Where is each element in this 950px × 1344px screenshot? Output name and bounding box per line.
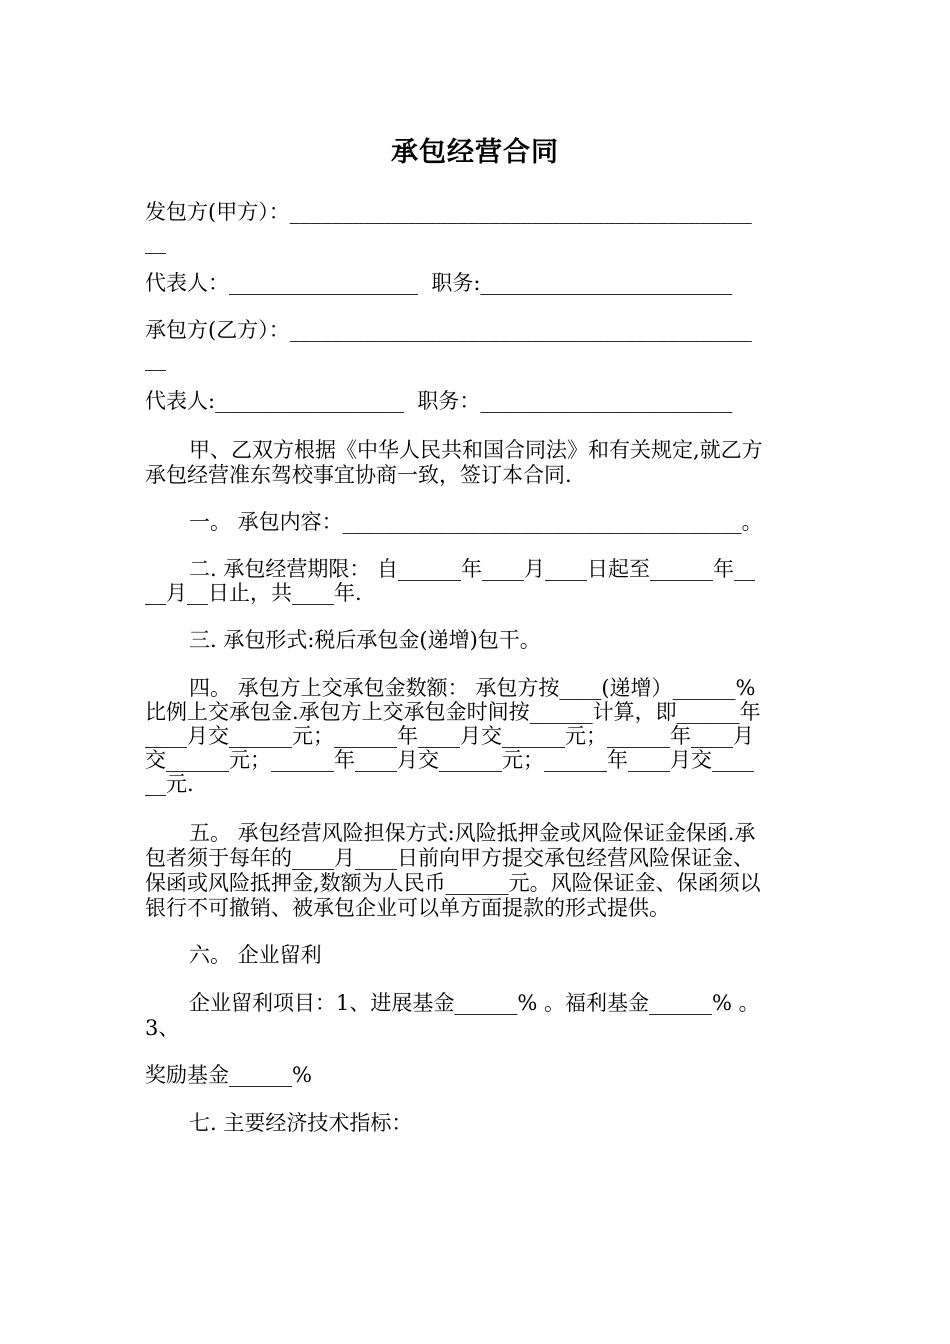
clause-5-line-2: 包者须于每年的____月____日前向甲方提交承包经营风险保证金、: [145, 846, 754, 870]
clause-3: 三. 承包形式:税后承包金(递增)包干。: [189, 628, 541, 652]
clause-5-line-3: 保函或风险抵押金,数额为人民币______元。风险保证金、保函须以: [145, 871, 761, 895]
clause-1: 一。 承包内容：______________________________________。: [189, 510, 763, 534]
document-title: 承包经营合同: [391, 137, 559, 168]
representative-a-line: 代表人：__________________ 职务:________________________: [145, 271, 733, 295]
party-b-line: 承包方(乙方）：____________________________________________: [145, 318, 752, 342]
clause-4-line-1: 四。 承包方上交承包金数额： 承包方按____(递增）______%: [189, 676, 756, 700]
clause-6-detail-line-2: 3、: [145, 1016, 180, 1040]
clause-4-line-4: 交______元；______年____月交______元；______年____月交____: [145, 748, 754, 772]
clause-6-detail-line-1: 企业留利项目：1、进展基金______% 。福利基金______% 。: [189, 991, 760, 1015]
party-a-line-tail: __: [145, 230, 166, 254]
preamble-line-2: 承包经营准东驾校事宜协商一致，签订本合同.: [145, 463, 572, 487]
clause-4-line-3: ____月交______元；______年____月交______元；______年____月: [145, 724, 754, 748]
clause-5-line-1: 五。 承包经营风险担保方式:风险抵押金或风险保证金保函.承: [189, 821, 756, 845]
clause-7: 七. 主要经济技术指标：: [189, 1111, 413, 1135]
party-b-line-tail: __: [145, 347, 166, 371]
clause-4-line-5: __元.: [145, 772, 194, 796]
party-a-line: 发包方(甲方）：____________________________________________: [145, 200, 752, 224]
clause-4-line-2: 比例上交承包金.承包方上交承包金时间按______计算，即______年: [145, 700, 761, 724]
clause-6: 六。 企业留利: [189, 943, 322, 967]
preamble-line-1: 甲、乙双方根据《中华人民共和国合同法》和有关规定,就乙方: [189, 438, 763, 462]
clause-2-line-1: 二. 承包经营期限： 自______年____月____日起至______年__: [189, 557, 756, 581]
representative-b-line: 代表人:__________________ 职务：________________________: [145, 389, 733, 413]
clause-2-line-2: __月__日止，共____年.: [145, 581, 362, 605]
clause-6-detail-line-3: 奖励基金______%: [145, 1063, 312, 1087]
clause-5-line-4: 银行不可撤销、被承包企业可以单方面提款的形式提供。: [145, 896, 670, 920]
